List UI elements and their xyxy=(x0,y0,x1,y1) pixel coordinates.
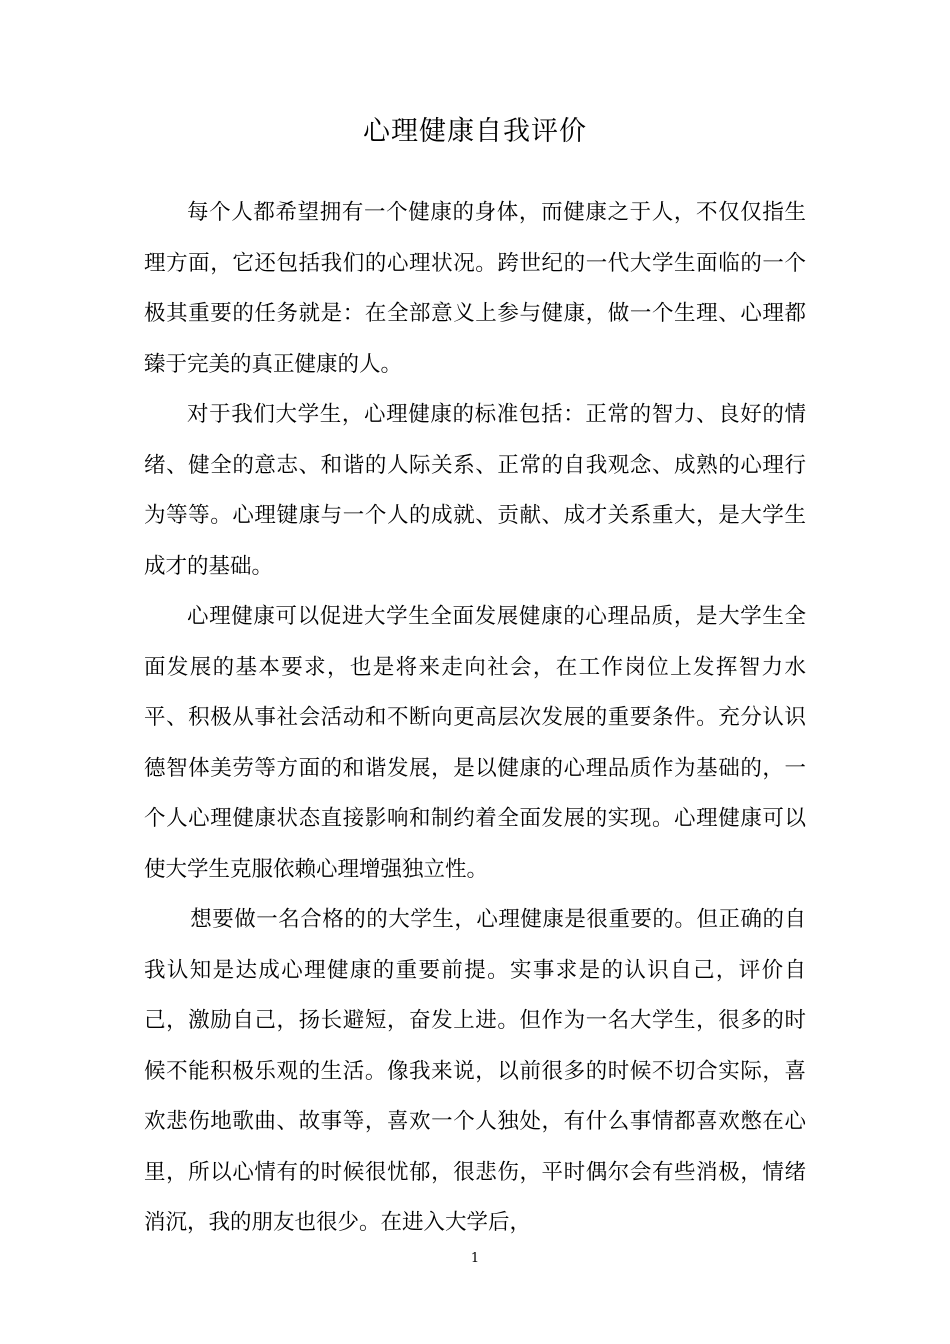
document-body xyxy=(144,188,806,1249)
paragraph-1: 每个人都希望拥有一个健康的身体，而健康之于人，不仅仅指生理方面，它还包括我们的心理状况。跨世纪的一代大学生面临的一个极其重要的任务就是：在全部意义上参与健康，做一个生理、心理都臻于完美的真正健康的人。 xyxy=(144,200,806,377)
document-title: 心理健康自我评价 xyxy=(363,116,587,147)
paragraph-2: 对于我们大学生，心理健康的标准包括：正常的智力、良好的情绪、健全的意志、和谐的人际关系、正常的自我观念、成熟的心理行为等等。心理键康与一个人的成就、贡献、成才关系重大，是大学生成才的基础。 xyxy=(144,402,806,579)
page-number: 1 xyxy=(470,1251,480,1266)
paragraph-4: 想要做一名合格的的大学生，心理健康是很重要的。但正确的自我认知是达成心理健康的重要前提。实事求是的认识自己，评价自己，激励自己，扬长避短，奋发上进。但作为一名大学生，很多的时候不能积极乐观的生活。像我来说，以前很多的时候不切合实际，喜欢悲伤地歌曲、故事等，喜欢一个人独处，有什么事情都喜欢憋在心里，所以心情有的时候很忧郁，很悲伤，平时偶尔会有些消极，情绪消沉，我的朋友也很少。在进入大学后， xyxy=(144,907,806,1235)
paragraph-3: 心理健康可以促进大学生全面发展健康的心理品质，是大学生全面发展的基本要求，也是将来走向社会，在工作岗位上发挥智力水平、积极从事社会活动和不断向更高层次发展的重要条件。充分认识德智体美劳等方面的和谐发展，是以健康的心理品质作为基础的，一个人心理健康状态直接影响和制约着全面发展的实现。心理健康可以使大学生克服依赖心理增强独立性。 xyxy=(144,604,806,882)
